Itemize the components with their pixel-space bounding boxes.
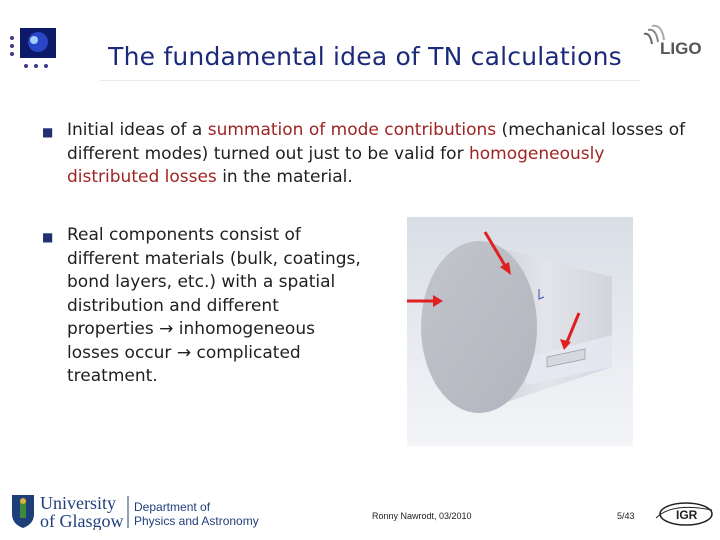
university-logo [10, 492, 270, 530]
bullet-marker: ■ [42, 230, 54, 244]
cylinder-front-face [421, 241, 537, 413]
ligo-wave-icon [640, 22, 715, 67]
department-line2: Physics and Astronomy [134, 514, 259, 528]
bullet-text: (mechanical losses of different modes) turned out just to be valid for [67, 120, 686, 164]
igr-text: IGR [676, 508, 698, 522]
title-divider [100, 80, 640, 81]
bullet-text: in the material. [216, 167, 353, 187]
bullet-marker: ■ [42, 125, 54, 139]
department-line1: Department of [134, 500, 211, 514]
test-mass-cylinder-figure [407, 217, 633, 446]
ligo-logo [640, 22, 715, 67]
igr-logo [652, 498, 716, 530]
bullet-text: Initial ideas of a [67, 120, 208, 140]
ligo-text: LIGO [660, 39, 702, 58]
institute-logo-icon [8, 26, 60, 76]
university-line1: University [40, 493, 116, 513]
slide-title: The fundamental idea of TN calculations [108, 42, 622, 71]
highlight-mode-contributions: summation of mode contributions [207, 120, 497, 140]
page-number: 5/43 [617, 511, 635, 521]
crest-icon [12, 495, 34, 528]
bullet-mode-summation [42, 119, 687, 190]
footer-author: Ronny Nawrodt, 03/2010 [372, 511, 472, 521]
university-line2: of Glasgow [40, 511, 124, 530]
highlight-homogeneous-losses: homogeneously distributed losses [67, 143, 605, 187]
bullet-text: Real components consist of different materials (bulk, coatings, bond layers, etc.) with a spatial distribution and different properties → inhomogeneous losses occur → complicated treatment. [67, 225, 361, 386]
bullet-real-components [42, 224, 367, 389]
